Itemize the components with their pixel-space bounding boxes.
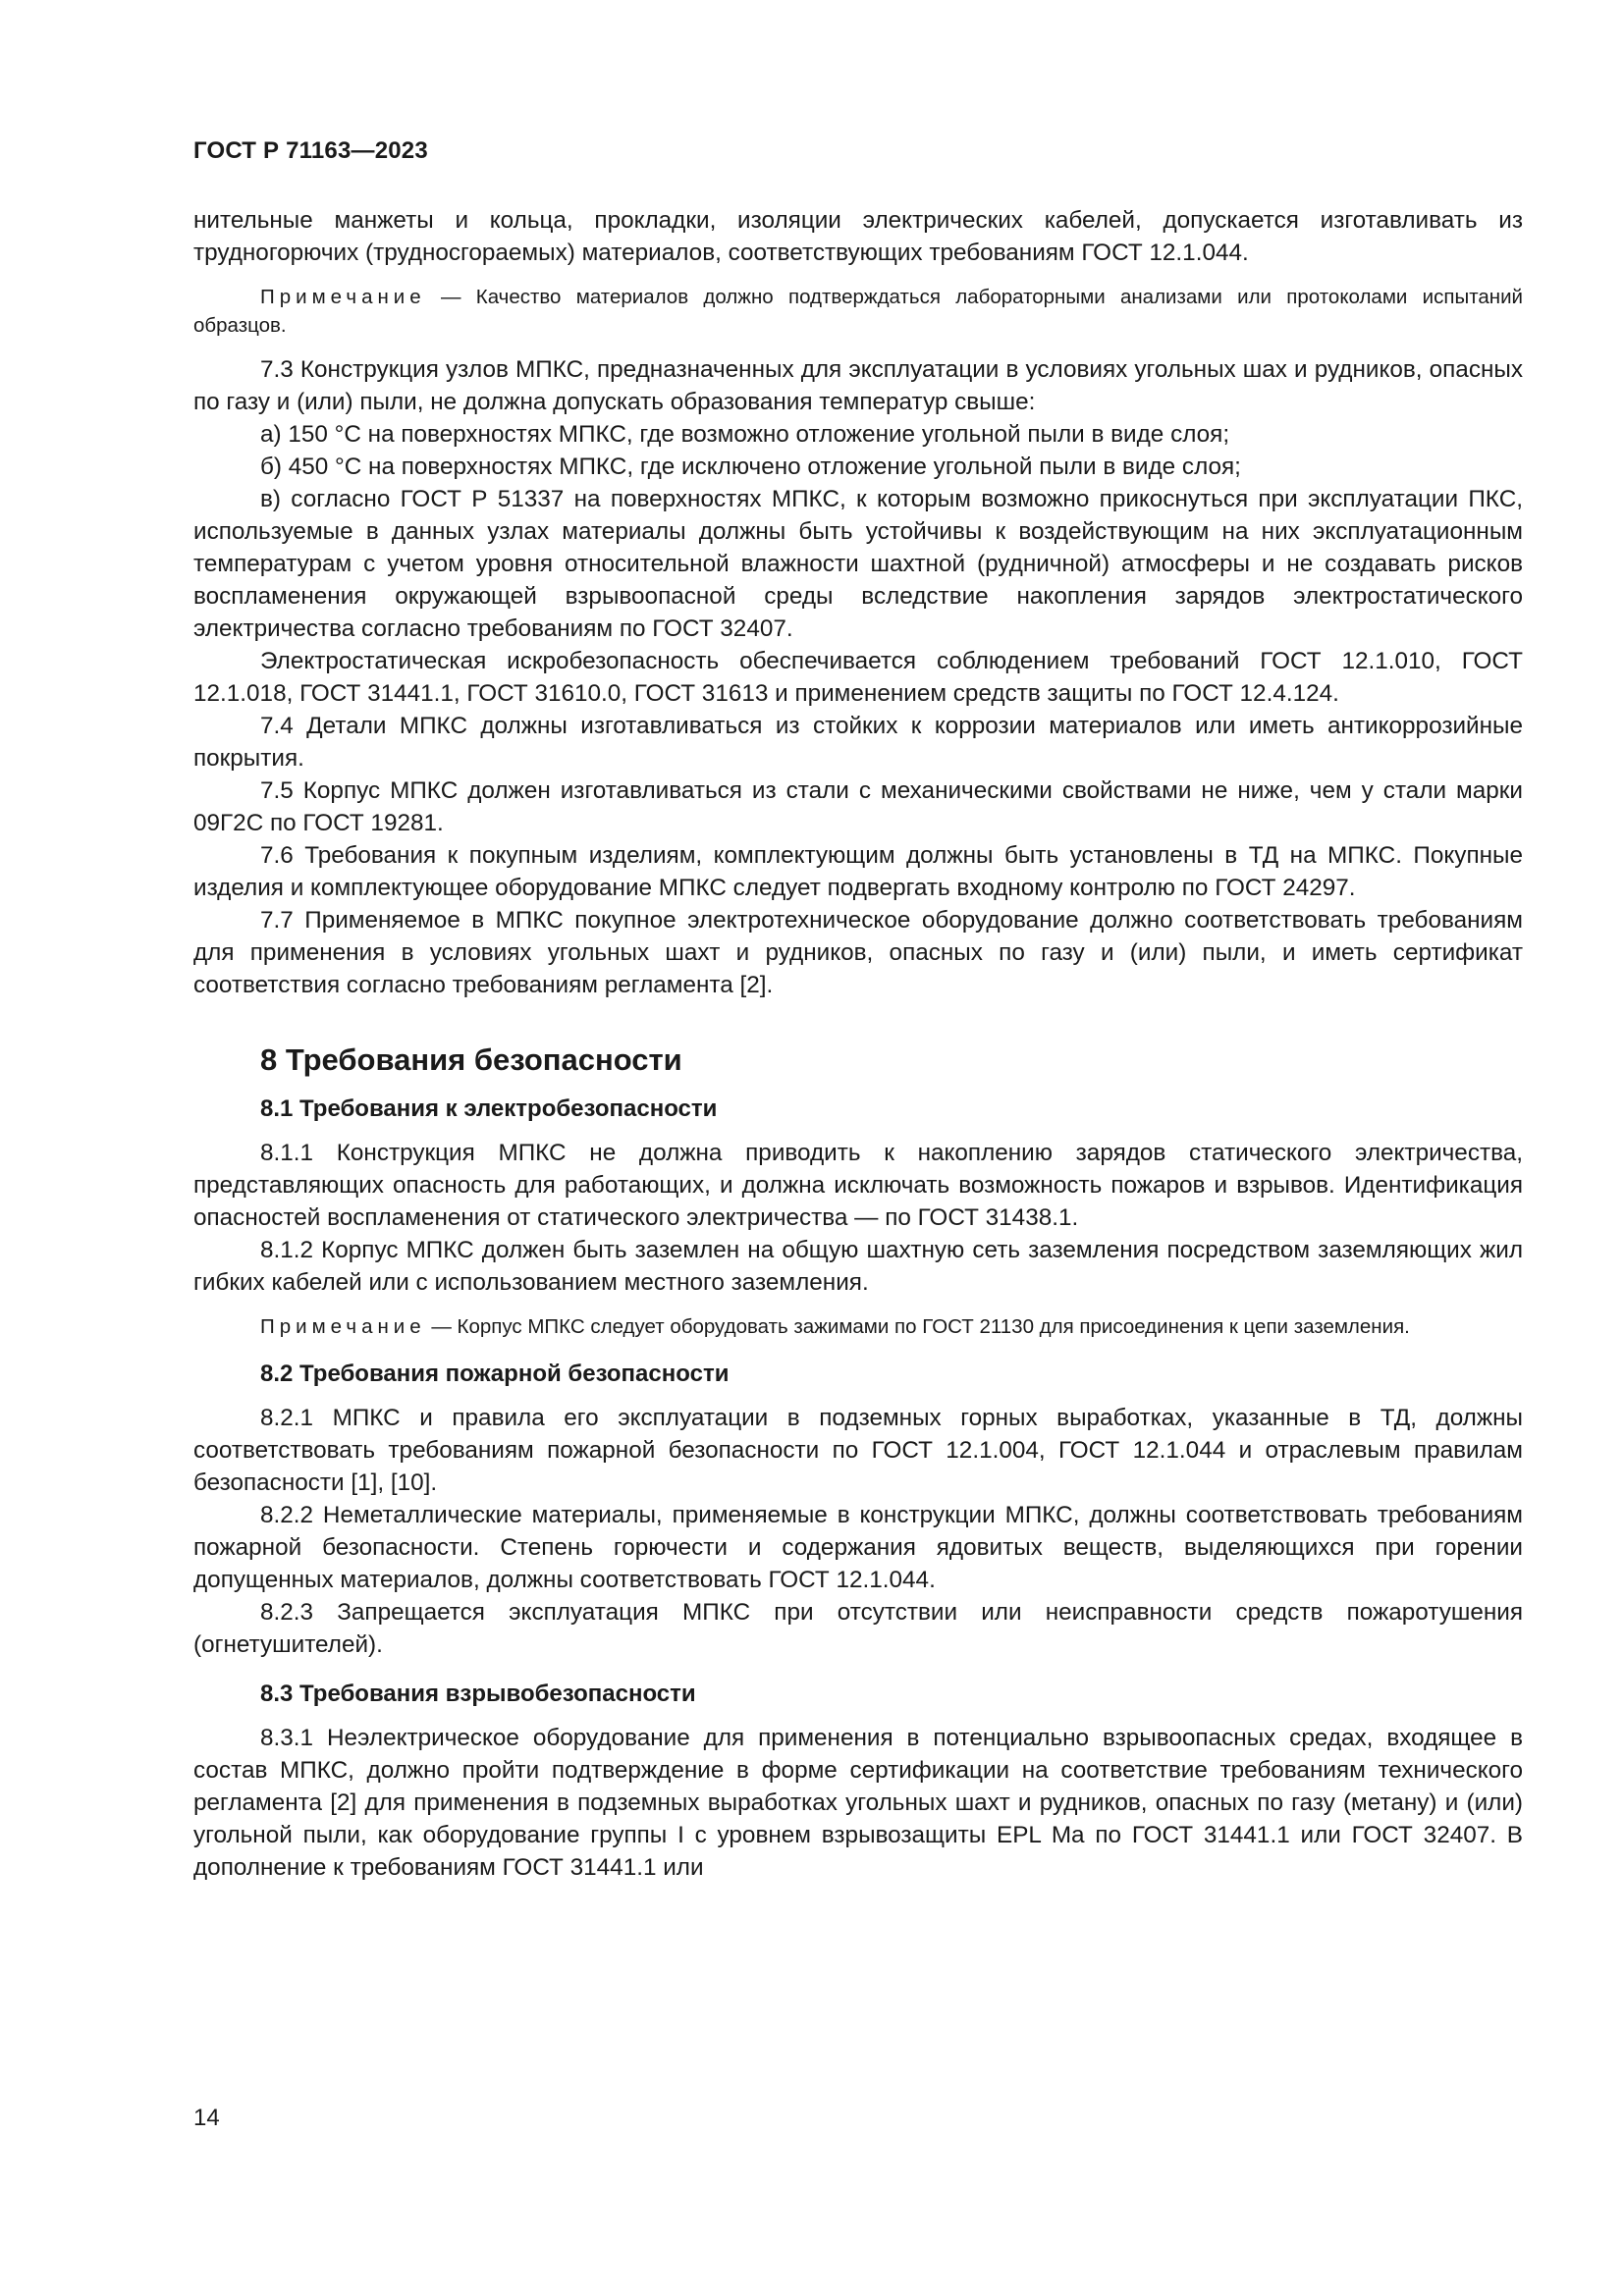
note-1 [193, 283, 1523, 340]
document-header: ГОСТ Р 71163—2023 [193, 137, 428, 164]
paragraph-7-6: 7.6 Требования к покупным изделиям, комплектующим должны быть установлены в ТД на МПКС. Покупные изделия и комплектующее оборудование МПКС следует подвергать входному контролю по ГОСТ 24297. [193, 842, 1523, 901]
document-page [193, 137, 1523, 1884]
note-text: — Корпус МПКС следует оборудовать зажимами по ГОСТ 21130 для присоединения к цепи заземления. [425, 1315, 1410, 1338]
subsection-heading-8-2: 8.2 Требования пожарной безопасности [260, 1361, 730, 1387]
list-item-7-3-b: б) 450 °С на поверхностях МПКС, где исключено отложение угольной пыли в виде слоя; [260, 454, 1241, 480]
page-number: 14 [193, 2105, 220, 2131]
paragraph-8-2-1: 8.2.1 МПКС и правила его эксплуатации в подземных горных выработках, указанные в ТД, должны соответствовать требованиям пожарной безопасности по ГОСТ 12.1.004, ГОСТ 12.1.044 и отраслевым правилам безопасности [1], [10]. [193, 1405, 1523, 1496]
note-text: — Качество материалов должно подтверждаться лабораторными анализами или протоколами испытаний образцов. [193, 286, 1523, 337]
paragraph-7-3: 7.3 Конструкция узлов МПКС, предназначенных для эксплуатации в условиях угольных шах и рудников, опасных по газу и (или) пыли, не должна допускать образования температур свыше: [193, 356, 1523, 415]
paragraph-8-2-3: 8.2.3 Запрещается эксплуатация МПКС при отсутствии или неисправности средств пожаротушения (огнетушителей). [193, 1599, 1523, 1658]
paragraph-8-3-1: 8.3.1 Неэлектрическое оборудование для применения в потенциально взрывоопасных средах, входящее в состав МПКС, должно пройти подтверждение в форме сертификации на соответствие требованиям технического регламента [2] для применения в подземных выработках угольных шахт и рудников, опасных по газу (метану) и (или) угольной пыли, как оборудование группы I с уровнем взрывозащиты EPL Ma по ГОСТ 31441.1 или ГОСТ 32407. В дополнение к требованиям ГОСТ 31441.1 или [193, 1725, 1523, 1881]
paragraph-8-2-2: 8.2.2 Неметаллические материалы, применяемые в конструкции МПКС, должны соответствовать требованиям пожарной безопасности. Степень горючести и содержания ядовитых веществ, выделяющихся при горении допущенных материалов, должны соответствовать ГОСТ 12.1.044. [193, 1502, 1523, 1593]
paragraph-7-7: 7.7 Применяемое в МПКС покупное электротехническое оборудование должно соответствовать требованиям для применения в условиях угольных шахт и рудников, опасных по газу и (или) пыли, и иметь сертификат соответствия согласно требованиям регламента [2]. [193, 907, 1523, 998]
paragraph-7-4: 7.4 Детали МПКС должны изготавливаться из стойких к коррозии материалов или иметь антикоррозийные покрытия. [193, 713, 1523, 772]
note-label: Примечание [260, 286, 426, 308]
note-2 [193, 1312, 1523, 1341]
section-heading-8: 8 Требования безопасности [260, 1042, 682, 1077]
paragraph-continuation: нительные манжеты и кольца, прокладки, изоляции электрических кабелей, допускается изготавливать из трудногорючих (трудносгораемых) материалов, соответствующих требованиям ГОСТ 12.1.044. [193, 207, 1523, 266]
paragraph-electrostatic: Электростатическая искробезопасность обеспечивается соблюдением требований ГОСТ 12.1.010, ГОСТ 12.1.018, ГОСТ 31441.1, ГОСТ 31610.0, ГОСТ 31613 и применением средств защиты по ГОСТ 12.4.124. [193, 648, 1523, 707]
list-item-7-3-c: в) согласно ГОСТ Р 51337 на поверхностях МПКС, к которым возможно прикоснуться при эксплуатации ПКС, используемые в данных узлах материалы должны быть устойчивы к воздействующим на них эксплуатационным температурам с учетом уровня относительной влажности шахтной (рудничной) атмосферы и не создавать рисков воспламенения окружающей взрывоопасной среды вследствие накопления зарядов электростатического электричества согласно требованиям по ГОСТ 32407. [193, 486, 1523, 642]
paragraph-8-1-1: 8.1.1 Конструкция МПКС не должна приводить к накоплению зарядов статического электричества, представляющих опасность для работающих, и должна исключать возможность пожаров и взрывов. Идентификация опасностей воспламенения от статического электричества — по ГОСТ 31438.1. [193, 1140, 1523, 1231]
list-item-7-3-a: а) 150 °С на поверхностях МПКС, где возможно отложение угольной пыли в виде слоя; [260, 421, 1230, 448]
paragraph-8-1-2: 8.1.2 Корпус МПКС должен быть заземлен на общую шахтную сеть заземления посредством заземляющих жил гибких кабелей или с использованием местного заземления. [193, 1237, 1523, 1296]
subsection-heading-8-3: 8.3 Требования взрывобезопасности [260, 1681, 696, 1707]
paragraph-7-5: 7.5 Корпус МПКС должен изготавливаться из стали с механическими свойствами не ниже, чем у стали марки 09Г2С по ГОСТ 19281. [193, 777, 1523, 836]
note-label: Примечание [260, 1315, 426, 1338]
subsection-heading-8-1: 8.1 Требования к электробезопасности [260, 1095, 718, 1122]
